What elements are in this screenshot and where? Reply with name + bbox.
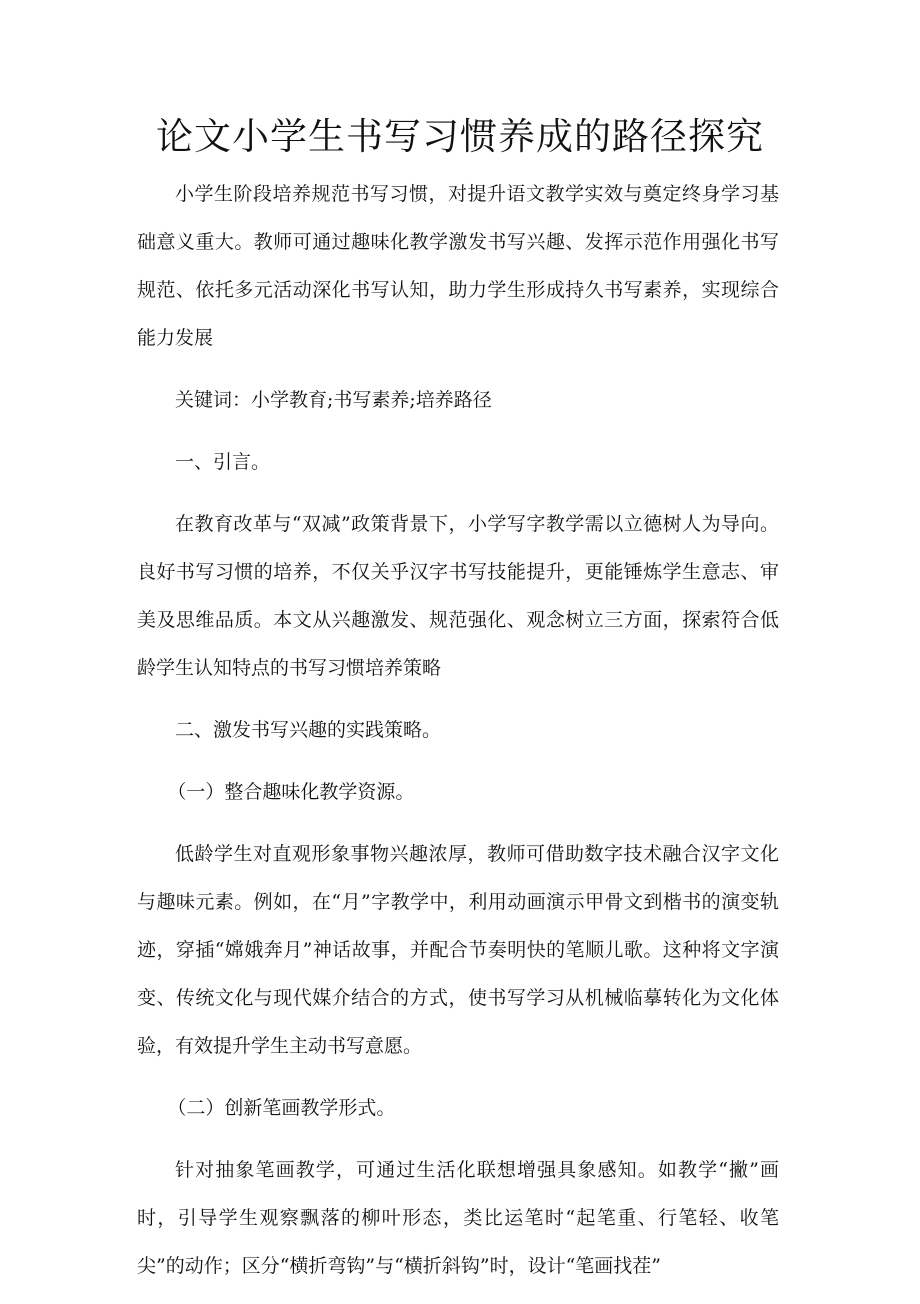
subsection-2-paragraph: 针对抽象笔画教学，可通过生活化联想增强具象感知。如教学“撇”画时，引导学生观察飘落的柳叶形态，类比运笔时“起笔重、行笔轻、收笔尖”的动作；区分“横折弯钩”与“横折斜钩”时，设计“笔画找茬” [137, 1159, 779, 1277]
subsection-1-heading: （一）整合趣味化教学资源。 [167, 781, 415, 803]
document-body [137, 170, 779, 1304]
section-1-paragraph: 在教育改革与“双减”政策背景下，小学写字教学需以立德树人为导向。良好书写习惯的培养，不仅关乎汉字书写技能提升，更能锤炼学生意志、审美及思维品质。本文从兴趣激发、规范强化、观念树立三方面，探索符合低龄学生认知特点的书写习惯培养策略 [137, 513, 779, 679]
keywords-line: 关键词：小学教育;书写素养;培养路径 [175, 389, 492, 411]
abstract-paragraph: 小学生阶段培养规范书写习惯，对提升语文教学实效与奠定终身学习基础意义重大。教师可通过趣味化教学激发书写兴趣、发挥示范作用强化书写规范、依托多元活动深化书写认知，助力学生形成持久书写素养，实现综合能力发展 [137, 183, 779, 349]
section-1-heading: 一、引言。 [175, 451, 271, 473]
section-2-heading: 二、激发书写兴趣的实践策略。 [175, 719, 442, 741]
subsection-1-paragraph: 低龄学生对直观形象事物兴趣浓厚，教师可借助数字技术融合汉字文化与趣味元素。例如，在“月”字教学中，利用动画演示甲骨文到楷书的演变轨迹，穿插“嫦娥奔月”神话故事，并配合节奏明快的笔顺儿歌。这种将文字演变、传统文化与现代媒介结合的方式，使书写学习从机械临摹转化为文化体验，有效提升学生主动书写意愿。 [137, 843, 779, 1057]
subsection-2-heading: （二）创新笔画教学形式。 [167, 1097, 396, 1119]
document-title: 论文小学生书写习惯养成的路径探究 [156, 115, 764, 158]
